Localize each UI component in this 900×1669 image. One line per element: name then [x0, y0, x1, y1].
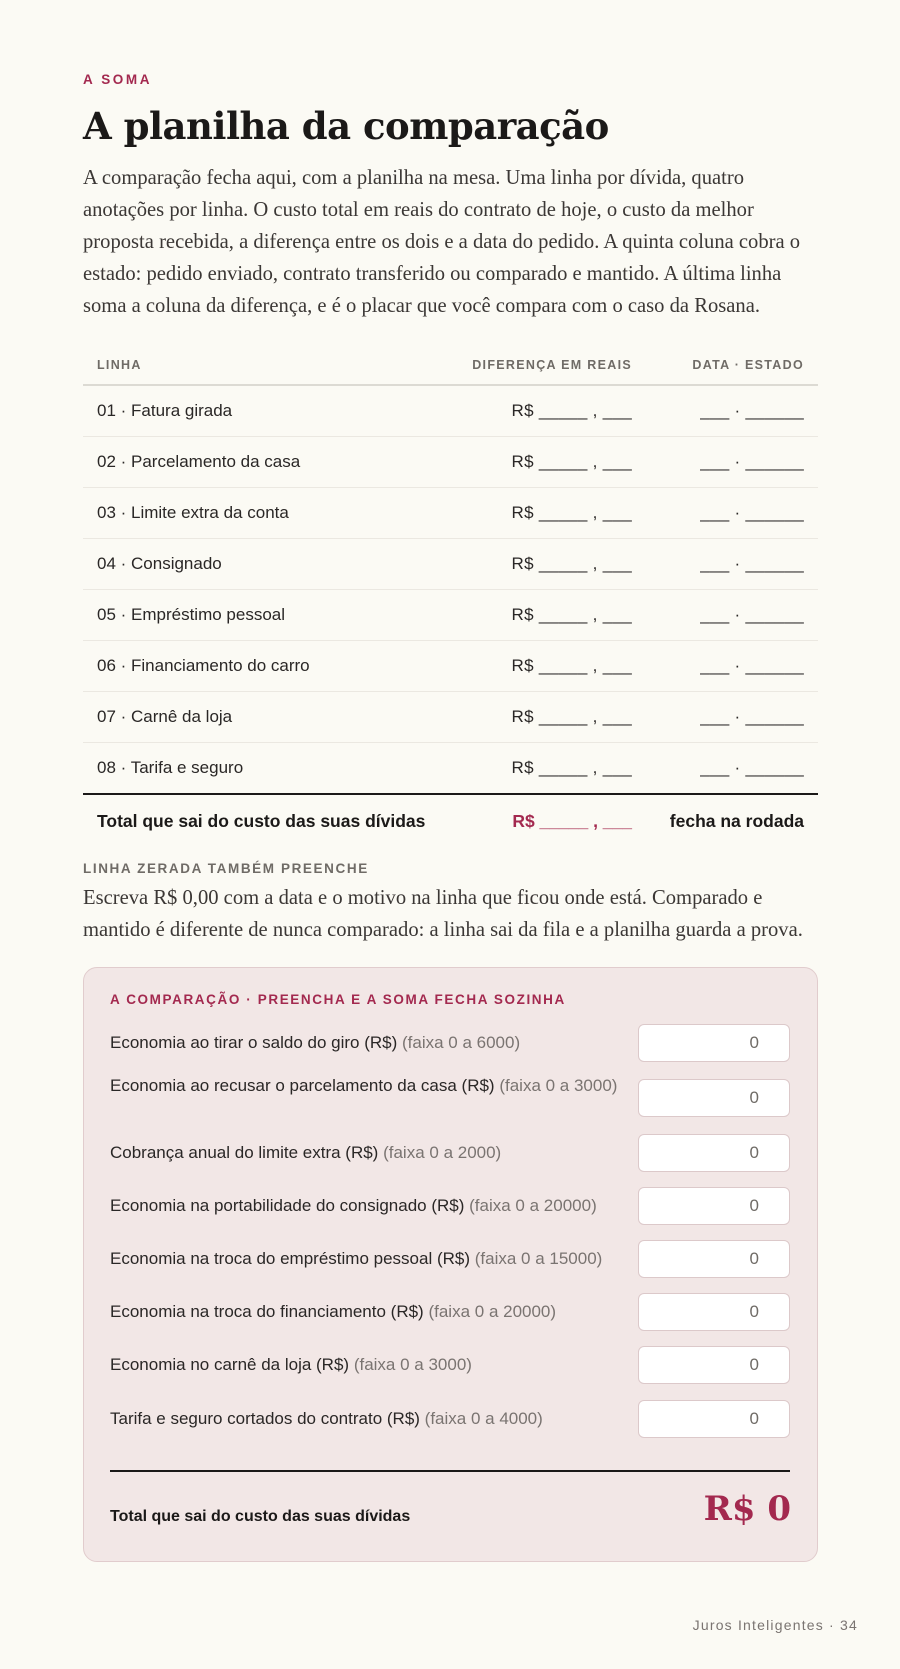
row-difference-blank: R$ _____ , ___	[511, 554, 632, 573]
field-range: (faixa 0 a 20000)	[469, 1196, 597, 1215]
note-label: LINHA ZERADA TAMBÉM PREENCHE	[83, 861, 369, 876]
field-label-text: Tarifa e seguro cortados do contrato (R$)	[110, 1409, 420, 1428]
field-range: (faixa 0 a 3000)	[499, 1076, 618, 1095]
section-eyebrow: A SOMA	[83, 72, 153, 87]
row-line-label: 05 · Empréstimo pessoal	[97, 605, 286, 624]
row-line-label: 04 · Consignado	[97, 554, 222, 573]
table-row	[83, 743, 818, 795]
field-label	[110, 1352, 620, 1378]
row-difference-blank: R$ _____ , ___	[511, 707, 632, 726]
calculator-total-value: R$ 0	[703, 1489, 791, 1529]
total-label: Total que sai do custo das suas dívidas	[97, 810, 426, 831]
field-label-text: Economia na troca do financiamento (R$)	[110, 1302, 424, 1321]
total-date-status: fecha na rodada	[669, 810, 804, 831]
field-range: (faixa 0 a 4000)	[424, 1409, 543, 1428]
field-label	[110, 1299, 620, 1325]
field-range: (faixa 0 a 20000)	[428, 1302, 557, 1321]
row-date-blank: ___ · ______	[700, 656, 804, 675]
header-difference: DIFERENÇA EM REAIS	[472, 358, 632, 372]
row-line-label: 06 · Financiamento do carro	[97, 656, 310, 675]
header-line: LINHA	[97, 358, 142, 372]
intro-paragraph: A comparação fecha aqui, com a planilha na mesa. Uma linha por dívida, quatro anotações por linha. O custo total em reais do contrato de hoje, o custo da melhor proposta recebida, a diferença entre os dois e a data do pedido. A quinta coluna cobra o estado: pedido enviado, contrato transferido ou comparado e mantido. A última linha soma a coluna da diferença, e é o placar que você compara com o caso da Rosana.	[83, 167, 801, 317]
field-label-text: Cobrança anual do limite extra (R$)	[110, 1143, 379, 1162]
row-date-blank: ___ · ______	[700, 707, 804, 726]
table-row	[83, 437, 818, 488]
row-date-blank: ___ · ______	[700, 401, 804, 420]
table-total-row	[83, 795, 818, 847]
header-date-status: DATA · ESTADO	[692, 358, 804, 372]
row-date-blank: ___ · ______	[700, 605, 804, 624]
amount-input[interactable]: 0	[638, 1024, 790, 1062]
field-label-text: Economia ao tirar o saldo do giro (R$)	[110, 1033, 398, 1052]
field-label	[110, 1140, 620, 1166]
total-difference-blank: R$ _____ , ___	[512, 810, 632, 831]
amount-input[interactable]: 0	[638, 1293, 790, 1331]
amount-input[interactable]: 0	[638, 1400, 790, 1438]
row-difference-blank: R$ _____ , ___	[511, 401, 632, 420]
calculator-title: A COMPARAÇÃO · PREENCHA E A SOMA FECHA SOZINHA	[110, 992, 566, 1007]
row-date-blank: ___ · ______	[700, 758, 804, 777]
field-range: (faixa 0 a 15000)	[474, 1249, 603, 1268]
amount-input[interactable]: 0	[638, 1346, 790, 1384]
row-line-label: 07 · Carnê da loja	[97, 707, 233, 726]
page-footer: Juros Inteligentes · 34	[692, 1617, 858, 1633]
calculator-divider	[110, 1470, 790, 1472]
amount-input[interactable]: 0	[638, 1240, 790, 1278]
row-difference-blank: R$ _____ , ___	[511, 605, 632, 624]
table-row	[83, 386, 818, 437]
table-header	[83, 346, 818, 386]
comparison-table	[83, 346, 818, 847]
field-label	[110, 1246, 620, 1272]
field-range: (faixa 0 a 2000)	[383, 1143, 502, 1162]
row-difference-blank: R$ _____ , ___	[511, 656, 632, 675]
row-line-label: 01 · Fatura girada	[97, 401, 233, 420]
field-label-text: Economia no carnê da loja (R$)	[110, 1355, 350, 1374]
field-label-text: Economia na portabilidade do consignado (R$)	[110, 1196, 465, 1215]
row-date-blank: ___ · ______	[700, 452, 804, 471]
table-row	[83, 488, 818, 539]
field-label-text: Economia na troca do empréstimo pessoal (R$)	[110, 1249, 470, 1268]
field-label	[110, 1406, 620, 1432]
row-date-blank: ___ · ______	[700, 503, 804, 522]
row-difference-blank: R$ _____ , ___	[511, 452, 632, 471]
row-difference-blank: R$ _____ , ___	[511, 758, 632, 777]
field-range: (faixa 0 a 6000)	[401, 1033, 521, 1052]
table-row	[83, 590, 818, 641]
amount-input[interactable]: 0	[638, 1134, 790, 1172]
page-title: A planilha da comparação	[83, 104, 609, 148]
field-range: (faixa 0 a 3000)	[353, 1355, 472, 1374]
row-line-label: 02 · Parcelamento da casa	[97, 452, 301, 471]
table-row	[83, 641, 818, 692]
field-label	[110, 1030, 620, 1056]
row-line-label: 08 · Tarifa e seguro	[97, 758, 244, 777]
amount-input[interactable]: 0	[638, 1187, 790, 1225]
field-label-text: Economia ao recusar o parcelamento da casa (R$)	[110, 1076, 495, 1095]
row-line-label: 03 · Limite extra da conta	[97, 503, 289, 522]
field-label	[110, 1193, 620, 1219]
comparison-calculator	[83, 967, 818, 1562]
row-date-blank: ___ · ______	[700, 554, 804, 573]
note-paragraph: Escreva R$ 0,00 com a data e o motivo na linha que ficou onde está. Comparado e mantido é diferente de nunca comparado: a linha sai da fila e a planilha guarda a prova.	[83, 887, 803, 941]
field-label	[110, 1073, 620, 1099]
calculator-total-label: Total que sai do custo das suas dívidas	[110, 1508, 411, 1525]
table-row	[83, 539, 818, 590]
amount-input[interactable]: 0	[638, 1079, 790, 1117]
table-row	[83, 692, 818, 743]
row-difference-blank: R$ _____ , ___	[511, 503, 632, 522]
